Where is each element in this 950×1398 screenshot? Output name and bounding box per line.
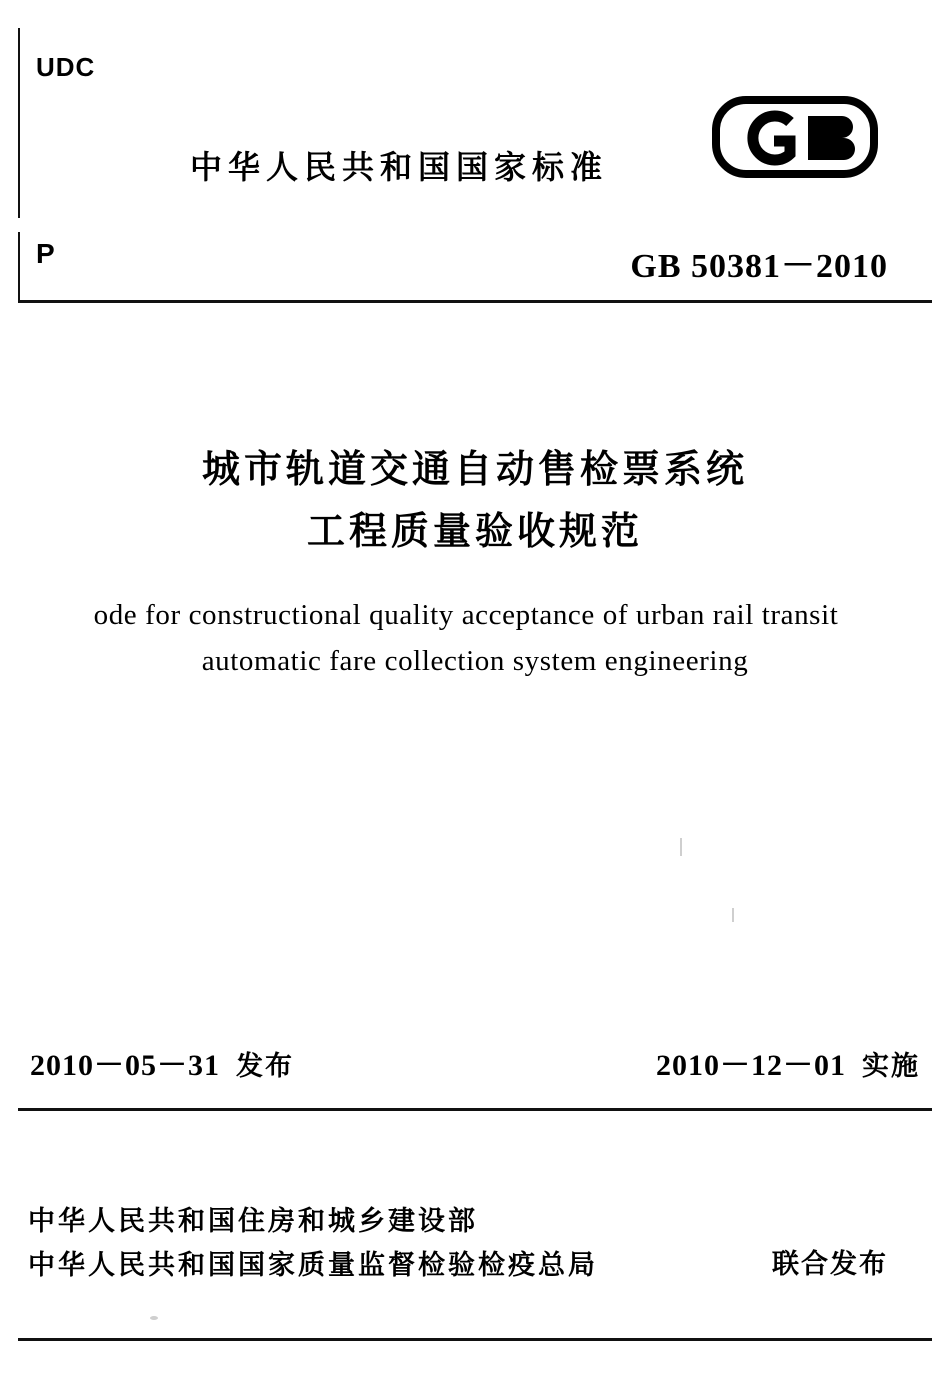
title-chinese-line1: 城市轨道交通自动售检票系统 — [201, 447, 748, 491]
effective-date-block — [656, 1040, 920, 1084]
title-chinese — [0, 438, 950, 562]
title-english — [0, 592, 950, 684]
page-artifact-3 — [150, 1316, 158, 1320]
left-margin-rule-bottom — [18, 232, 20, 302]
page-artifact-1 — [680, 838, 682, 856]
classification-label: P — [36, 238, 55, 269]
left-margin-rule-top — [18, 28, 20, 218]
title-english-line1: ode for constructional quality acceptance of urban rail transit — [93, 599, 839, 631]
effective-date: 2010－12－01 — [656, 1049, 846, 1082]
dates-row — [0, 1040, 950, 1084]
page-artifact-2 — [732, 908, 734, 922]
standard-number: GB 50381－2010 — [630, 248, 888, 285]
issue-date: 2010－05－31 — [30, 1049, 220, 1082]
joint-publish-label: 联合发布 — [772, 1249, 888, 1280]
issue-label: 发布 — [236, 1051, 294, 1082]
publisher-line2: 中华人民共和国国家质量监督检验检疫总局 — [28, 1250, 598, 1281]
divider-middle — [18, 1108, 932, 1111]
effective-label: 实施 — [862, 1051, 920, 1082]
publisher-block — [28, 1200, 598, 1288]
issue-date-block — [30, 1040, 294, 1084]
divider-bottom — [18, 1338, 932, 1341]
national-standard-heading: 中华人民共和国国家标准 — [190, 148, 609, 186]
udc-label: UDC — [36, 52, 96, 82]
title-chinese-line2: 工程质量验收规范 — [306, 509, 643, 553]
divider-top — [18, 300, 932, 303]
publisher-line1: 中华人民共和国住房和城乡建设部 — [28, 1206, 478, 1237]
title-english-line2: automatic fare collection system engineering — [201, 645, 749, 677]
gb-logo-icon — [712, 96, 878, 178]
